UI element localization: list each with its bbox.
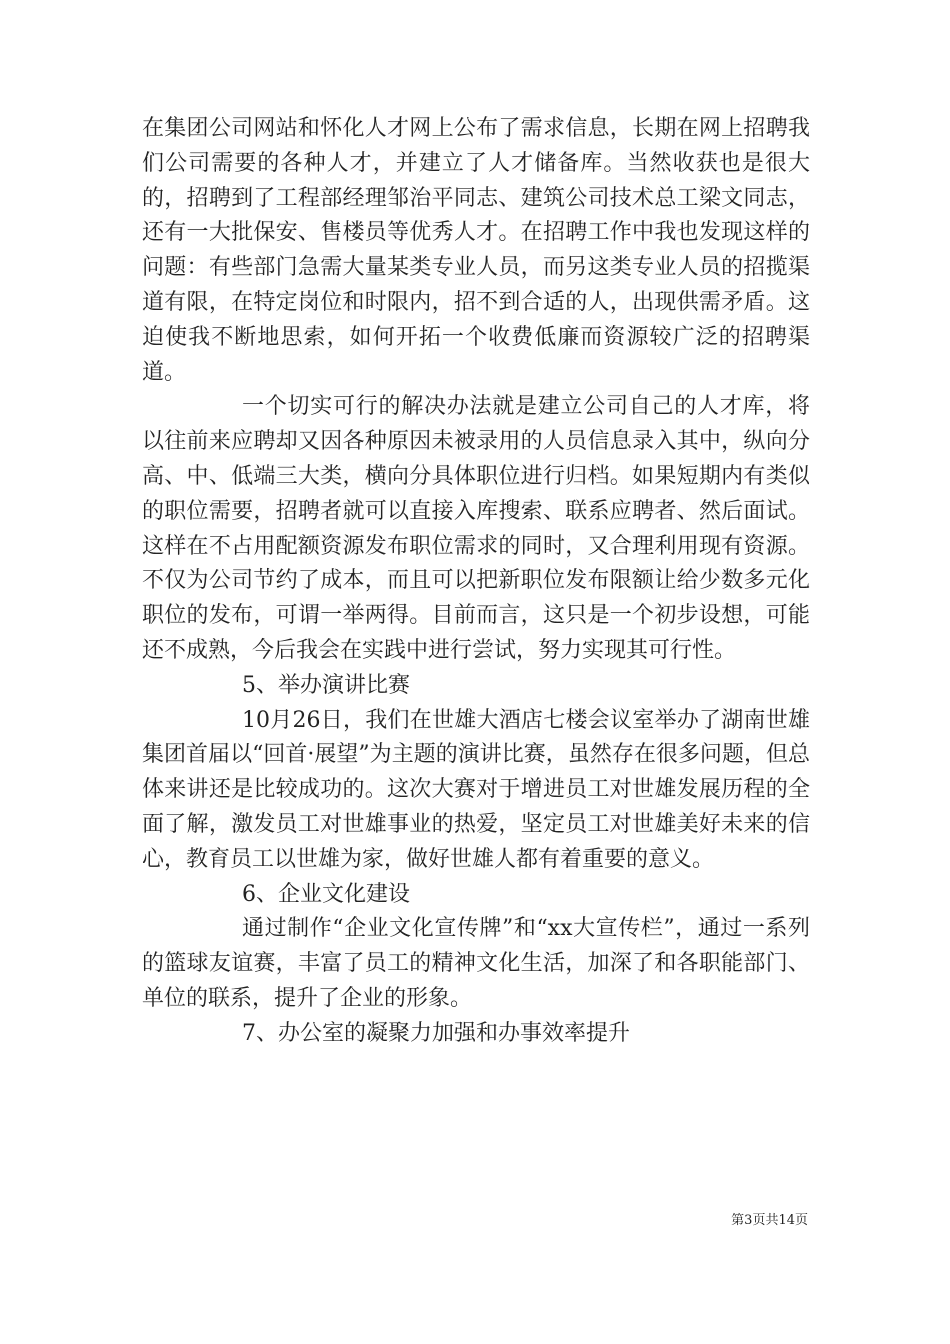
page-number-footer: 第3页共14页 (731, 1213, 808, 1228)
heading-speech-contest: 5、举办演讲比赛 (242, 672, 410, 698)
heading-corporate-culture: 6、企业文化建设 (242, 881, 410, 907)
paragraph-corporate-culture: 通过制作“企业文化宣传牌”和“xx大宣传栏”，通过一系列的篮球友谊赛，丰富了员工的精神文化生活，加深了和各职能部门、单位的联系，提升了企业的形象。 (142, 916, 810, 1011)
paragraph-recruitment-channels: 在集团公司网站和怀化人才网上公布了需求信息，长期在网上招聘我们公司需要的各种人才，并建立了人才储备库。当然收获也是很大的，招聘到了工程部经理邹治平同志、建筑公司技术总工梁文同志，还有一大批保安、售楼员等优秀人才。在招聘工作中我也发现这样的问题：有些部门急需大量某类专业人员，而另这类专业人员的招揽渠道有限，在特定岗位和时限内，招不到合适的人，出现供需矛盾。这迫使我不断地思索，如何开拓一个收费低廉而资源较广泛的招聘渠道。 (142, 116, 810, 385)
paragraph-speech-contest: 10月26日，我们在世雄大酒店七楼会议室举办了湖南世雄集团首届以“回首·展望”为主题的演讲比赛，虽然存在很多问题，但总体来讲还是比较成功的。这次大赛对于增进员工对世雄发展历程的全面了解，激发员工对世雄事业的热爱，坚定员工对世雄美好未来的信心，教育员工以世雄为家，做好世雄人都有着重要的意义。 (142, 707, 810, 872)
paragraph-talent-pool: 一个切实可行的解决办法就是建立公司自己的人才库，将以往前来应聘却又因各种原因未被录用的人员信息录入其中，纵向分高、中、低端三大类，横向分具体职位进行归档。如果短期内有类似的职位需要，招聘者就可以直接入库搜索、联系应聘者、然后面试。这样在不占用配额资源发布职位需求的同时，又合理利用现有资源。不仅为公司节约了成本，而且可以把新职位发布限额让给少数多元化职位的发布，可谓一举两得。目前而言，这只是一个初步设想，可能还不成熟，今后我会在实践中进行尝试，努力实现其可行性。 (142, 394, 810, 663)
heading-office-efficiency: 7、办公室的凝聚力加强和办事效率提升 (242, 1020, 630, 1046)
body-text (142, 112, 810, 1052)
